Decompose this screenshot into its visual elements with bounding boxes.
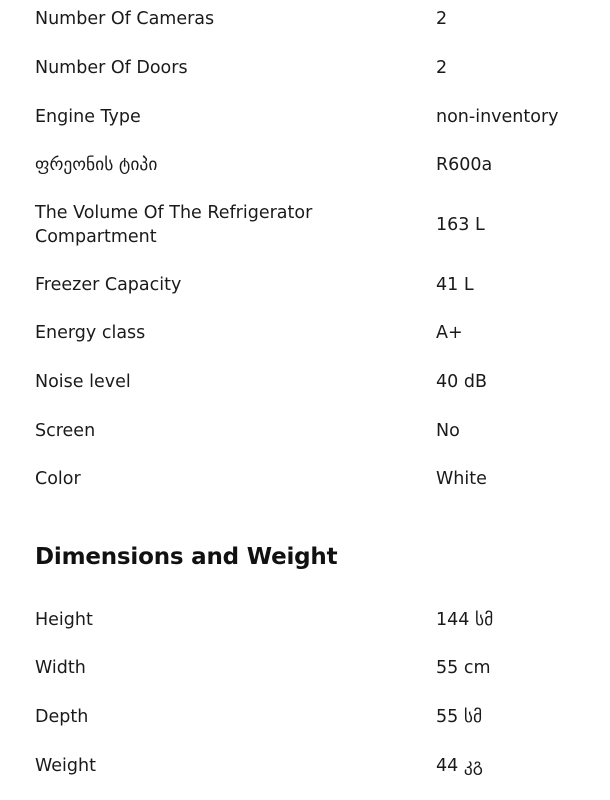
- spec-label-refrigerator-volume: The Volume Of The Refrigerator Compartment: [35, 203, 313, 247]
- dim-label-weight: Weight: [35, 756, 96, 776]
- spec-label-energy-class: Energy class: [35, 323, 146, 343]
- spec-value-noise-level: 40 dB: [436, 372, 487, 392]
- dim-label-width: Width: [35, 658, 86, 678]
- spec-value-refrigerator-volume: 163 L: [436, 215, 485, 235]
- dim-label-depth: Depth: [35, 707, 89, 727]
- dim-value-depth: 55 სმ: [436, 707, 483, 727]
- spec-value-freon-type: R600a: [436, 155, 493, 175]
- spec-label-freezer-capacity: Freezer Capacity: [35, 275, 182, 295]
- spec-value-cameras: 2: [436, 9, 448, 29]
- spec-value-energy-class: A+: [436, 323, 463, 343]
- dim-label-height: Height: [35, 610, 93, 630]
- spec-value-freezer-capacity: 41 L: [436, 275, 474, 295]
- spec-value-color: White: [436, 469, 487, 489]
- spec-value-engine-type: non-inventory: [436, 107, 559, 127]
- dim-value-weight: 44 კგ: [436, 756, 483, 776]
- dim-value-height: 144 სმ: [436, 610, 494, 630]
- spec-value-doors: 2: [436, 58, 448, 78]
- spec-label-cameras: Number Of Cameras: [35, 9, 215, 29]
- section-title-dimensions: Dimensions and Weight: [35, 544, 338, 570]
- spec-value-screen: No: [436, 421, 460, 441]
- spec-label-engine-type: Engine Type: [35, 107, 141, 127]
- spec-label-doors: Number Of Doors: [35, 58, 188, 78]
- spec-label-noise-level: Noise level: [35, 372, 131, 392]
- spec-label-color: Color: [35, 469, 81, 489]
- spec-label-freon-type: ფრეონის ტიპი: [35, 155, 158, 175]
- spec-label-screen: Screen: [35, 421, 96, 441]
- dim-value-width: 55 cm: [436, 658, 491, 678]
